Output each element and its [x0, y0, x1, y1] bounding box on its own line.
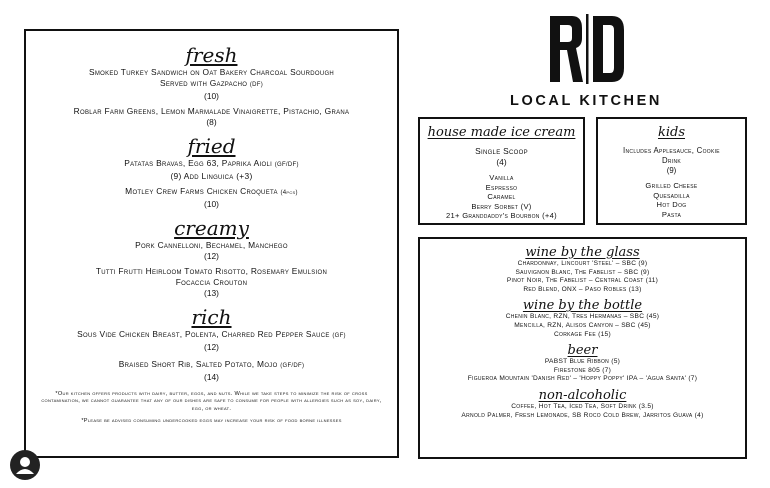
menu-item-price: (13) [204, 288, 219, 298]
menu-item: Sous Vide Chicken Breast, Polenta, Charred Red Pepper Sauce (GF) [77, 329, 346, 339]
menu-item-addon: (9) Add Linguica (+3) [170, 171, 253, 181]
wine-bottle-item: Chenin Blanc, RZN, Tres Hermanas – SBC (45) [505, 313, 660, 321]
food-menu-panel [24, 29, 399, 458]
allergy-disclaimer: *Our kitchen offers products with dairy, butter, eggs, and nuts. While we take steps to minimize the risk of cross contamination, we cannot guarantee that any of our dishes are safe to consume for people with allergies such as soy, dairy, egg, or wheat. [41, 391, 382, 412]
logo-mark [546, 14, 628, 84]
non-alcoholic-item: Arnold Palmer, Fresh Lemonade, SB Roco Cold Brew, Jarritos Guava (4) [461, 411, 704, 419]
drinks-panel [418, 237, 747, 459]
section-creamy [26, 216, 397, 299]
wine-glass-item: Pinot Noir, The Fabelist – Central Coast (11) [506, 277, 659, 285]
kids-panel [596, 117, 747, 225]
rd-logo-icon [546, 14, 628, 84]
menu-item: Braised Short Rib, Salted Potato, Mojo (GF/DF) [118, 359, 305, 369]
flavor-item: Espresso [485, 182, 518, 192]
section-title: fried [187, 134, 236, 158]
menu-item: Roblar Farm Greens, Lemon Marmalade Vinaigrette, Pistachio, Grana [73, 106, 350, 116]
kids-includes: Includes Applesauce, Cookie [623, 146, 720, 155]
menu-item: Pork Cannelloni, Bechamel, Manchego [135, 240, 288, 250]
menu-item-line2: Served with Gazpacho (DF) [159, 78, 264, 88]
icecream-title: house made ice cream [427, 125, 576, 140]
section-title: creamy [174, 216, 249, 240]
wine-bottle-item: Mencilla, RZN, Alisos Canyon – SBC (45) [514, 321, 651, 329]
kids-item: Grilled Cheese [645, 181, 698, 190]
flavor-item: Vanilla [489, 173, 514, 182]
kids-includes-line2: Drink [661, 156, 682, 165]
menu-item: Patatas Bravas, Egg 63, Paprika Aioli (GF/DF) [124, 158, 299, 168]
menu-item-price: (8) [206, 117, 217, 127]
menu-item-price: (10) [204, 199, 219, 209]
single-scoop-price: (4) [496, 157, 507, 167]
menu-item-price: (10) [204, 91, 219, 101]
kids-item: Quesadilla [653, 190, 690, 200]
wine-bottle-title: wine by the bottle [522, 298, 643, 314]
flavor-item: Berry Sorbet (V) [471, 201, 532, 211]
section-title: fresh [185, 43, 238, 67]
section-title: rich [191, 305, 232, 329]
beer-item: PABST Blue Ribbon (5) [544, 358, 621, 366]
logo-name: LOCAL KITCHEN [510, 93, 662, 109]
wine-glass-item: Sauvignon Blanc, The Fabelist – SBC (9) [515, 268, 650, 276]
menu-item: Tutti Frutti Heirloom Tomato Risotto, Rosemary Emulsion [95, 266, 328, 276]
section-fresh [26, 43, 397, 128]
undercooked-disclaimer: *Please be advised consuming undercooked eggs may increase your risk of food borne illnesses [81, 418, 342, 425]
kids-item: Pasta [661, 209, 682, 219]
icecream-panel [418, 117, 585, 225]
section-rich [26, 305, 397, 383]
beer-item: Figueroa Mountain 'Danish Red' – 'Hoppy Poppy' IPA – 'Agua Santa' (7) [467, 375, 698, 383]
menu-item-price: (12) [204, 342, 219, 352]
wine-bottle-item: Corkage Fee (15) [553, 330, 612, 338]
menu-item: Smoked Turkey Sandwich on Oat Bakery Charcoal Sourdough [88, 67, 335, 77]
kids-title: kids [657, 125, 686, 140]
user-icon [10, 450, 40, 480]
flavor-item: 21+ Granddaddy's Bourbon (+4) [446, 211, 557, 221]
non-alcoholic-item: Coffee, Hot Tea, Iced Tea, Soft Drink (3.5) [511, 402, 654, 410]
kids-price: (9) [666, 166, 677, 175]
flavor-list [420, 173, 583, 221]
wine-glass-item: Chardonnay, Lincourt 'Steel' – SBC (9) [517, 260, 648, 267]
section-fried [26, 134, 397, 210]
flavor-item: Caramel [487, 192, 516, 202]
menu-item-price: (14) [204, 372, 219, 382]
profile-avatar[interactable] [10, 450, 40, 480]
disclaimer-block [26, 383, 397, 426]
menu-item: Motley Crew Farms Chicken Croqueta (4pcs) [125, 186, 298, 196]
non-alcoholic-title: non-alcoholic [538, 387, 627, 403]
single-scoop: Single Scoop [475, 146, 528, 156]
kids-item: Hot Dog [656, 200, 687, 210]
kids-items [598, 181, 745, 219]
beer-title: beer [567, 343, 598, 359]
menu-item-line2: Focaccia Crouton [175, 277, 248, 287]
wine-glass-title: wine by the glass [525, 245, 640, 260]
beer-item: Firestone 805 (7) [553, 366, 612, 374]
menu-item-price: (12) [204, 251, 219, 261]
wine-glass-item: Red Blend, ONX – Paso Robles (13) [523, 285, 642, 293]
